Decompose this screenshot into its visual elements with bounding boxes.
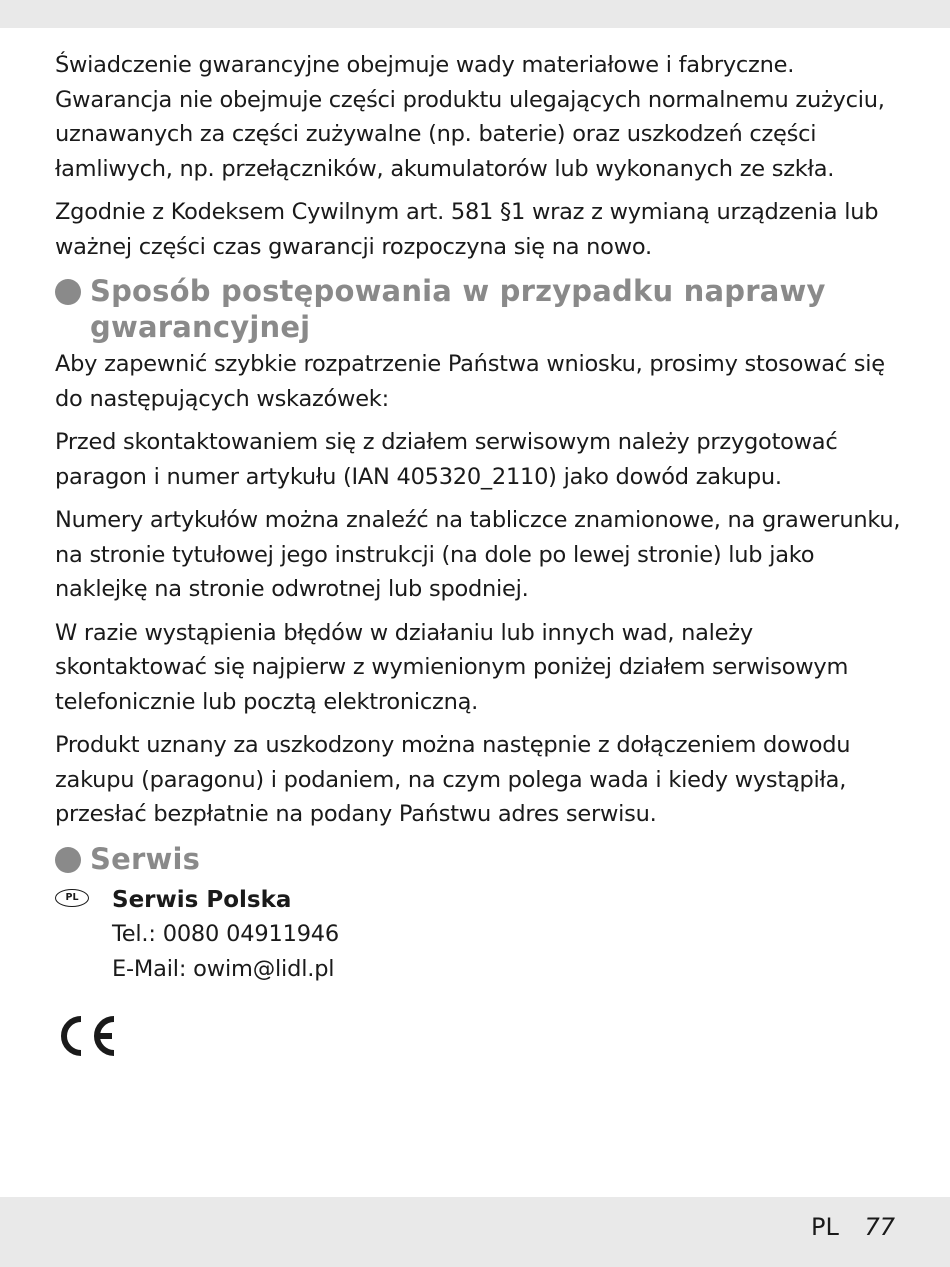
bullet-dot-icon xyxy=(55,279,81,305)
page-content xyxy=(55,48,905,987)
country-badge-icon: PL xyxy=(55,889,89,907)
footer-language: PL xyxy=(810,1213,839,1241)
top-band xyxy=(0,0,950,28)
paragraph-instructions-intro: Aby zapewnić szybkie rozpatrzenie Państwa wniosku, prosimy stosować się do następujących wskazówek: xyxy=(55,351,885,412)
bullet-dot-icon xyxy=(55,847,81,873)
paragraph-receipt-ian: Przed skontaktowaniem się z działem serwisowym należy przygotować paragon i numer artykułu (IAN 405320_2110) jako dowód zakupu. xyxy=(55,429,838,490)
service-email: E-Mail: owim@lidl.pl xyxy=(112,955,335,982)
page-number: 77 xyxy=(864,1213,895,1241)
section-heading-warranty-procedure xyxy=(55,273,905,345)
ce-mark-icon xyxy=(54,1012,120,1060)
paragraph-civil-code: Zgodnie z Kodeksem Cywilnym art. 581 §1 wraz z wymianą urządzenia lub ważnej części czas gwarancji rozpoczyna się na nowo. xyxy=(55,199,879,260)
paragraph-warranty-scope: Świadczenie gwarancyjne obejmuje wady materiałowe i fabryczne. Gwarancja nie obejmuje części produktu ulegających normalnemu zużyciu, uznawanych za części zużywalne (np. baterie) oraz uszkodzeń części łamliwych, np. przełączników, akumulatorów lub wykonanych ze szkła. xyxy=(55,52,885,182)
paragraph-article-numbers: Numery artykułów można znaleźć na tabliczce znamionowe, na grawerunku, na stronie tytułowej jego instrukcji (na dole po lewej stronie) lub jako naklejkę na stronie odwrotnej lub spodniej. xyxy=(55,507,901,602)
section-heading-service xyxy=(55,841,905,877)
service-phone: Tel.: 0080 04911946 xyxy=(112,920,340,947)
page-footer xyxy=(0,1210,895,1244)
service-name: Serwis Polska xyxy=(112,886,292,913)
paragraph-contact-service: W razie wystąpienia błędów w działaniu lub innych wad, należy skontaktować się najpierw z wymienionym poniżej działem serwisowym telefonicznie lub pocztą elektroniczną. xyxy=(55,619,849,715)
service-contact-block xyxy=(55,883,905,987)
section-heading-text: Sposób postępowania w przypadku naprawy gwarancyjnej xyxy=(90,274,826,344)
section-heading-text: Serwis xyxy=(90,841,201,876)
paragraph-send-product: Produkt uznany za uszkodzony można następnie z dołączeniem dowodu zakupu (paragonu) i podaniem, na czym polega wada i kiedy wystąpiła, przesłać bezpłatnie na podany Państwu adres serwisu. xyxy=(55,732,851,827)
